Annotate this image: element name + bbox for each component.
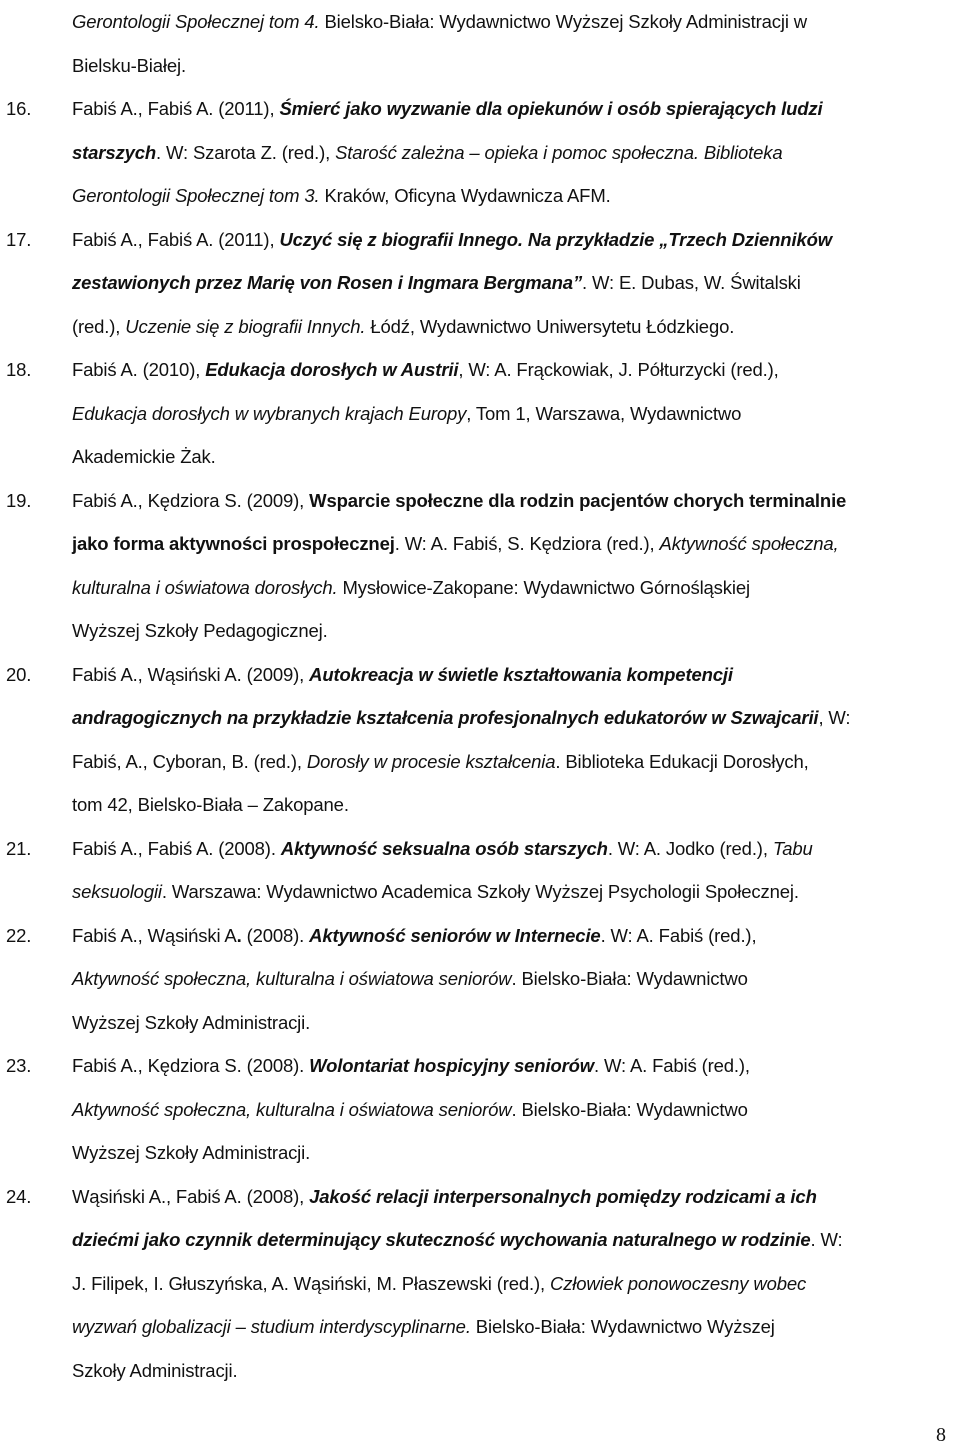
entry-line — [72, 131, 942, 175]
text-segment: . W: A. Fabiś (red.), — [600, 924, 757, 946]
text-segment: Fabiś A., Fabiś A. (2011), — [72, 98, 280, 119]
text-segment: . W: A. Fabiś, S. Kędziora (red.), — [394, 533, 660, 554]
entry-number: 19. — [6, 489, 32, 511]
text-segment: Fabiś A. (2010), — [72, 359, 206, 380]
text-segment: Człowiek ponowoczesny wobec — [549, 1272, 807, 1294]
bibliography-entry — [0, 653, 960, 827]
entry-number: 18. — [6, 359, 32, 380]
text-segment: . W: A. Fabiś (red.), — [594, 1055, 750, 1076]
entry-line — [72, 392, 942, 436]
text-segment: (2008). — [241, 924, 310, 946]
entry-line — [72, 1305, 942, 1349]
text-segment: , Tom 1, Warszawa, Wydawnictwo — [466, 402, 742, 424]
text-segment: Edukacja dorosłych w wybranych krajach Europy — [72, 402, 467, 424]
text-segment: Edukacja dorosłych w Austrii — [205, 359, 459, 380]
text-segment: . Warszawa: Wydawnictwo Academica Szkoły Wyższej Psychologii Społecznej. — [161, 881, 799, 902]
text-segment: . Bielsko-Biała: Wydawnictwo — [511, 968, 748, 989]
text-segment: Wolontariat hospicyjny seniorów — [309, 1055, 595, 1076]
text-segment: Bielsku-Białej. — [72, 54, 186, 76]
entry-line — [72, 827, 942, 871]
entry-line — [72, 1218, 942, 1262]
entry-line — [72, 783, 942, 827]
text-segment: Fabiś A., Kędziora S. (2009), — [72, 489, 310, 511]
entry-line — [72, 566, 942, 610]
entry-number: 21. — [6, 837, 32, 859]
text-segment: starszych — [72, 141, 157, 163]
text-segment: . — [236, 924, 242, 946]
entry-line — [72, 348, 942, 392]
text-segment: wyzwań globalizacji – studium interdyscyplinarne. — [72, 1316, 471, 1337]
text-segment: Aktywność społeczna, — [659, 533, 839, 554]
entry-line — [72, 914, 942, 958]
text-segment: Fabiś A., Kędziora S. (2008). — [72, 1055, 310, 1076]
text-segment: Uczyć się z biografii Innego. Na przykładzie „Trzech Dzienników — [279, 228, 832, 250]
text-segment: . W: A. Jodko (red.), — [607, 837, 773, 859]
text-segment: Wyższej Szkoły Administracji. — [72, 1011, 311, 1033]
bibliography-entry — [0, 87, 960, 218]
text-segment: , W: — [818, 707, 851, 728]
bibliography-entry — [0, 1175, 960, 1393]
text-segment: Wąsiński A., Fabiś A. (2008), — [72, 1185, 310, 1207]
bibliography-entry — [0, 827, 960, 914]
entry-number: 23. — [6, 1055, 32, 1076]
text-segment: J. Filipek, I. Głuszyńska, A. Wąsiński, M. Płaszewski (red.), — [72, 1272, 550, 1294]
text-segment: kulturalna i oświatowa dorosłych. — [72, 576, 338, 598]
text-segment: Fabiś A., Fabiś A. (2008). — [72, 837, 281, 859]
entry-number: 22. — [6, 924, 32, 946]
entry-line — [72, 1131, 942, 1175]
text-segment: Fabiś A., Wąsiński A. (2009), — [72, 663, 310, 685]
text-segment: tom 42, Bielsko-Biała – Zakopane. — [72, 794, 349, 815]
text-segment: Bielsko-Biała: Wydawnictwo Wyższej — [470, 1316, 775, 1337]
text-segment: Aktywność społeczna, kulturalna i oświatowa seniorów — [72, 1098, 512, 1120]
entry-number: 20. — [6, 663, 32, 685]
entry-line — [72, 740, 942, 784]
entry-number: 24. — [6, 1185, 32, 1207]
bibliography-entry — [0, 348, 960, 479]
text-segment: Wyższej Szkoły Pedagogicznej. — [72, 620, 328, 641]
entry-line — [72, 1262, 942, 1306]
text-segment: Fabiś A., Fabiś A. (2011), — [72, 228, 280, 250]
text-segment: , W: A. Frąckowiak, J. Półturzycki (red.), — [458, 359, 779, 380]
text-segment: Aktywność seksualna osób starszych — [280, 837, 608, 859]
text-segment: . Biblioteka Edukacji Dorosłych, — [555, 750, 809, 772]
entry-line — [72, 174, 942, 218]
entry-number: 16. — [6, 98, 32, 119]
entry-line — [72, 522, 942, 566]
bibliography-entry — [0, 218, 960, 349]
text-segment: Śmierć jako wyzwanie dla opiekunów i osób spierających ludzi — [279, 98, 823, 119]
text-segment: Akademickie Żak. — [72, 446, 216, 467]
text-segment: Kraków, Oficyna Wydawnicza AFM. — [319, 185, 611, 206]
entry-line — [72, 218, 942, 262]
entry-line — [72, 609, 942, 653]
text-segment: Autokreacja w świetle kształtowania kompetencji — [309, 663, 733, 685]
bibliography-entry — [0, 914, 960, 1045]
bibliography-entry — [0, 1044, 960, 1175]
entry-line — [72, 1349, 942, 1393]
text-segment: Jakość relacji interpersonalnych pomiędzy rodzicami a ich — [309, 1185, 817, 1207]
text-segment: Łódź, Wydawnictwo Uniwersytetu Łódzkiego. — [365, 315, 735, 337]
text-segment: Wyższej Szkoły Administracji. — [72, 1142, 311, 1163]
entry-line — [72, 435, 942, 479]
entry-line — [72, 479, 942, 523]
entry-line — [72, 1044, 942, 1088]
text-segment: Tabu — [772, 837, 813, 859]
text-segment: Mysłowice-Zakopane: Wydawnictwo Górnośląskiej — [337, 576, 750, 598]
text-segment: . W: Szarota Z. (red.), — [156, 141, 336, 163]
entry-line — [72, 870, 942, 914]
entry-line — [72, 696, 942, 740]
text-segment: Dorosły w procesie kształcenia — [306, 750, 556, 772]
text-segment: . W: — [810, 1229, 843, 1250]
text-segment: Biblioteka — [703, 141, 783, 163]
text-segment: Fabiś A., Wąsiński A — [72, 924, 237, 946]
text-segment: Bielsko-Biała: Wydawnictwo Wyższej Szkoły Administracji w — [319, 11, 807, 32]
page-number: 8 — [936, 1424, 946, 1446]
text-segment: Aktywność seniorów w Internecie — [309, 924, 601, 946]
text-segment: Uczenie się z biografii Innych. — [125, 315, 366, 337]
text-segment: Gerontologii Społecznej tom 4. — [72, 11, 320, 32]
entry-line — [72, 653, 942, 697]
text-segment: jako forma aktywności prospołecznej — [72, 533, 395, 554]
text-segment: Gerontologii Społecznej tom 3. — [72, 185, 320, 206]
entry-line — [72, 261, 942, 305]
text-segment: Wsparcie społeczne dla rodzin pacjentów chorych terminalnie — [309, 489, 847, 511]
text-segment: (red.), — [72, 315, 126, 337]
text-segment: Starość zależna – opieka i pomoc społeczna. — [335, 141, 699, 163]
text-segment: zestawionych przez Marię von Rosen i Ingmara Bergmana” — [72, 272, 583, 293]
entry-line — [72, 1088, 942, 1132]
entry-line — [72, 1001, 942, 1045]
text-segment: dziećmi jako czynnik determinujący skuteczność wychowania naturalnego w rodzinie — [72, 1229, 811, 1250]
text-segment: . W: E. Dubas, W. Świtalski — [582, 272, 801, 293]
text-segment: seksuologii — [72, 881, 162, 902]
bibliography-entry — [0, 479, 960, 653]
entry-line — [72, 1175, 942, 1219]
entry-line — [72, 0, 942, 44]
entry-line — [72, 44, 942, 88]
text-segment: . Bielsko-Biała: Wydawnictwo — [511, 1098, 748, 1120]
entry-line — [72, 957, 942, 1001]
text-segment: Aktywność społeczna, kulturalna i oświatowa seniorów — [72, 968, 512, 989]
bibliography-entry-continued — [0, 0, 960, 87]
text-segment: Fabiś, A., Cyboran, B. (red.), — [72, 750, 307, 772]
text-segment: andragogicznych na przykładzie kształcenia profesjonalnych edukatorów w Szwajcarii — [72, 707, 819, 728]
entry-number: 17. — [6, 228, 32, 250]
entry-line — [72, 87, 942, 131]
entry-line — [72, 305, 942, 349]
text-segment: Szkoły Administracji. — [72, 1359, 238, 1381]
